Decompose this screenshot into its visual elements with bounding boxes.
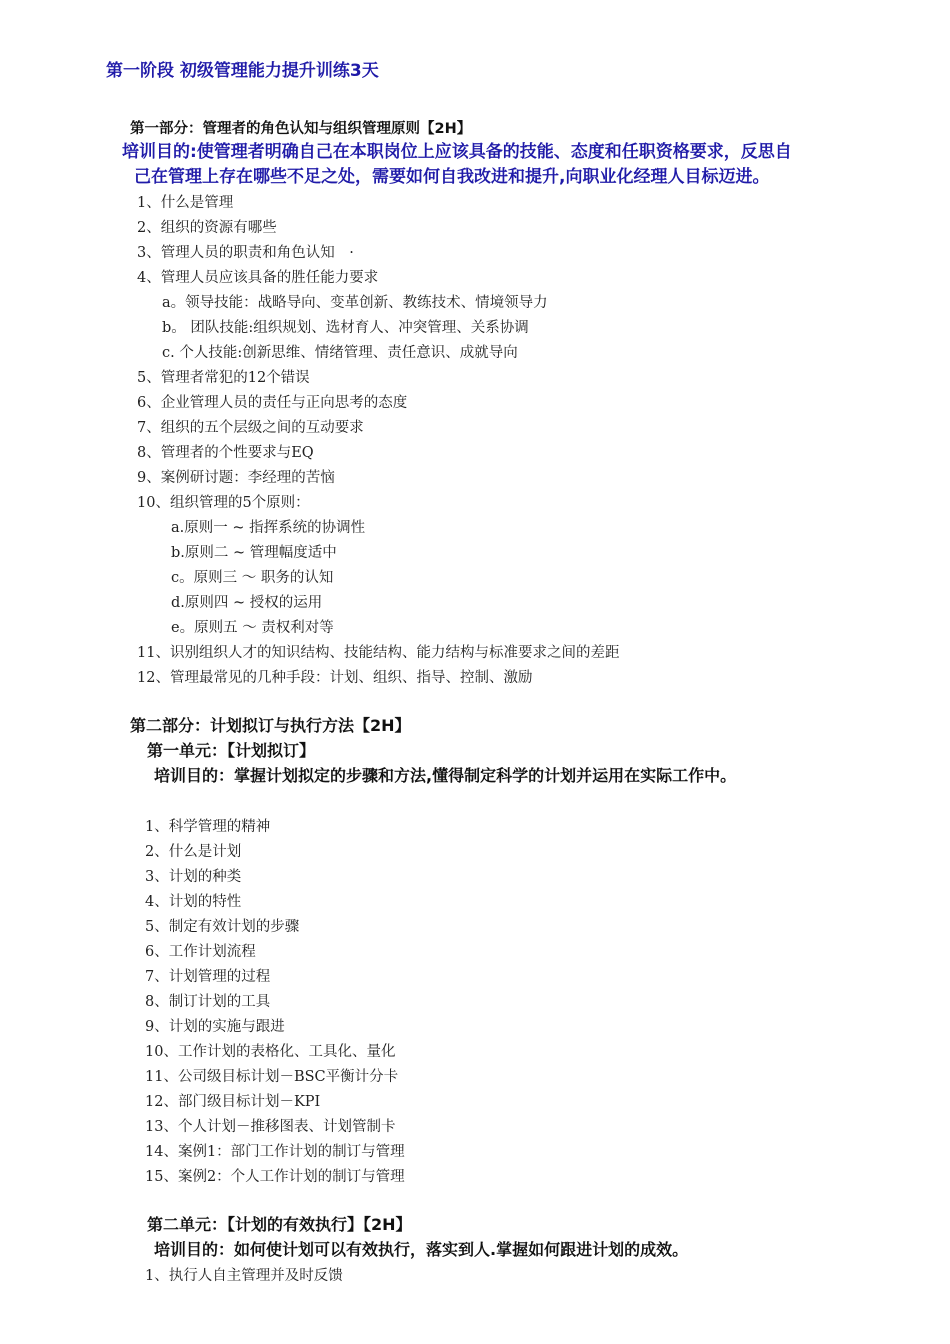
list-item: 9、计划的实施与跟进: [145, 1019, 285, 1035]
list-item: 1、科学管理的精神: [145, 819, 271, 835]
list-item: 6、工作计划流程: [145, 944, 256, 960]
list-item: 10、组织管理的5个原则：: [137, 495, 310, 511]
list-subitem: b。 团队技能:组织规划、选材育人、冲突管理、关系协调: [162, 320, 529, 336]
list-subitem: c。原则三 ～ 职务的认知: [171, 570, 334, 586]
list-item: 10、工作计划的表格化、工具化、量化: [145, 1044, 396, 1060]
list-item: 1、什么是管理: [137, 195, 234, 211]
list-item: 6、企业管理人员的责任与正向思考的态度: [137, 395, 408, 411]
list-item: 9、案例研讨题：李经理的苦恼: [137, 470, 335, 486]
list-item: 13、个人计划－推移图表、计划管制卡: [145, 1119, 396, 1135]
list-item: 12、管理最常见的几种手段：计划、组织、指导、控制、激励: [137, 670, 533, 686]
list-item: 2、什么是计划: [145, 844, 242, 860]
list-subitem: a。领导技能：战略导向、变革创新、教练技术、情境领导力: [162, 295, 548, 311]
list-item: 5、制定有效计划的步骤: [145, 919, 300, 935]
list-item: 7、计划管理的过程: [145, 969, 271, 985]
list-item: 4、计划的特性: [145, 894, 242, 910]
stage-title: 第一阶段 初级管理能力提升训练3天: [106, 61, 379, 81]
unit2-heading: 第二单元：【计划的有效执行】【2H】: [147, 1215, 412, 1234]
list-item: 4、管理人员应该具备的胜任能力要求: [137, 270, 379, 286]
list-item: 14、案例1：部门工作计划的制订与管理: [145, 1144, 405, 1160]
unit2-goal: 培训目的：如何使计划可以有效执行，落实到人.掌握如何跟进计划的成效。: [154, 1240, 689, 1259]
list-subitem: a.原则一 ~ 指挥系统的协调性: [171, 520, 366, 536]
list-subitem: c. 个人技能:创新思维、情绪管理、责任意识、成就导向: [162, 345, 518, 361]
unit1-goal: 培训目的：掌握计划拟定的步骤和方法,懂得制定科学的计划并运用在实际工作中。: [154, 766, 737, 785]
list-item: 5、管理者常犯的12个错误: [137, 370, 310, 386]
list-item: 11、识别组织人才的知识结构、技能结构、能力结构与标准要求之间的差距: [137, 645, 620, 661]
part1-goal-line1: 培训目的:使管理者明确自己在本职岗位上应该具备的技能、态度和任职资格要求，反思自: [122, 142, 792, 162]
part1-goal-line2: 己在管理上存在哪些不足之处，需要如何自我改进和提升,向职业化经理人目标迈进。: [134, 167, 770, 187]
list-subitem: d.原则四 ~ 授权的运用: [171, 595, 323, 611]
list-item: 3、计划的种类: [145, 869, 242, 885]
part2-heading: 第二部分：计划拟订与执行方法【2H】: [130, 716, 411, 735]
list-subitem: b.原则二 ~ 管理幅度适中: [171, 545, 337, 561]
list-item: 11、公司级目标计划－BSC平衡计分卡: [145, 1069, 399, 1085]
list-subitem: e。原则五 ～ 责权利对等: [171, 620, 334, 636]
unit1-heading: 第一单元：【计划拟订】: [147, 741, 316, 760]
list-item: 3、管理人员的职责和角色认知 ·: [137, 245, 354, 261]
part1-heading: 第一部分：管理者的角色认知与组织管理原则【2H】: [130, 121, 472, 137]
list-item: 2、组织的资源有哪些: [137, 220, 277, 236]
list-item: 12、部门级目标计划－KPI: [145, 1094, 321, 1110]
list-item: 8、管理者的个性要求与EQ: [137, 445, 314, 461]
list-item: 15、案例2：个人工作计划的制订与管理: [145, 1169, 405, 1185]
list-item: 7、组织的五个层级之间的互动要求: [137, 420, 364, 436]
list-item: 1、执行人自主管理并及时反馈: [145, 1268, 343, 1284]
list-item: 8、制订计划的工具: [145, 994, 271, 1010]
